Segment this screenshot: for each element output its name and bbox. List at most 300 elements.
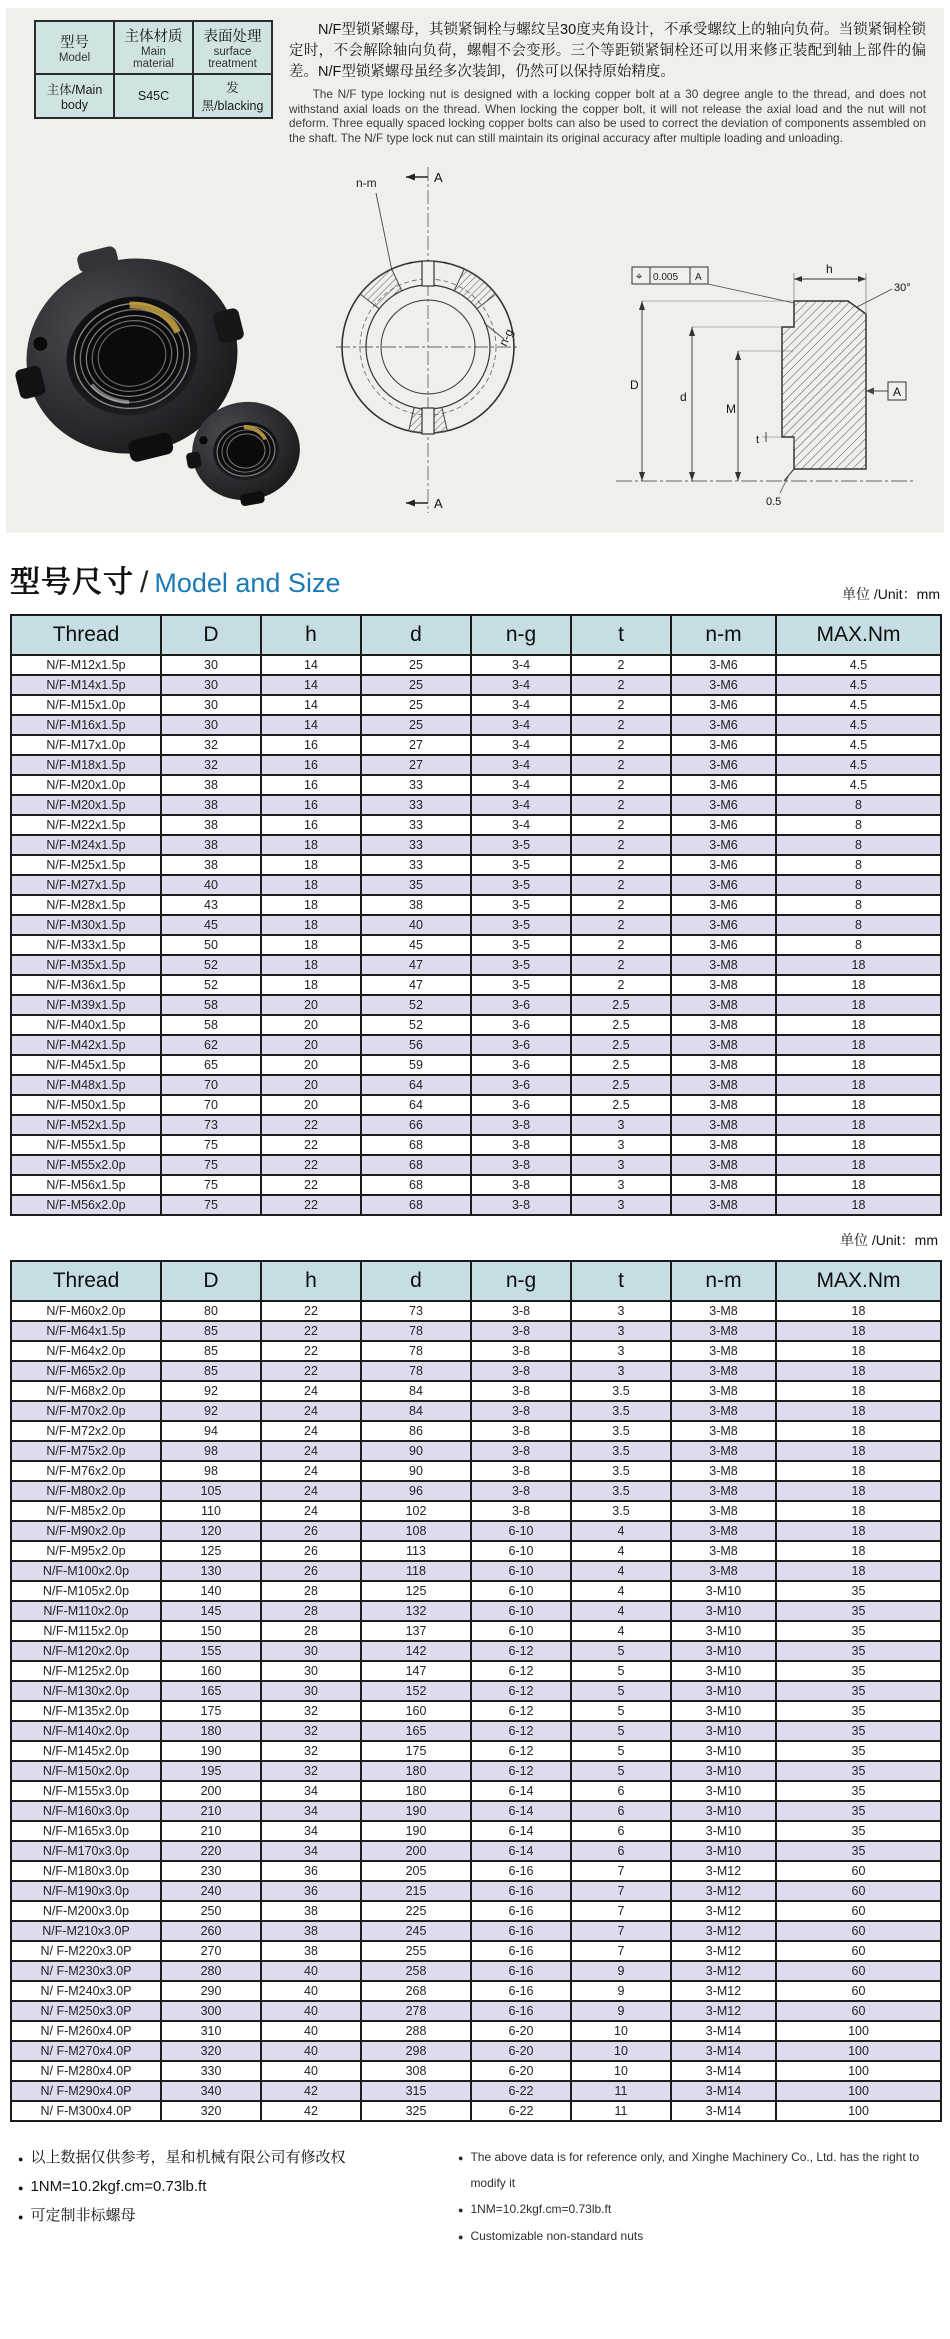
size-table-1: [10, 614, 942, 1216]
table-cell: 290: [161, 1981, 261, 2001]
table-cell: 105: [161, 1481, 261, 1501]
table-cell: 43: [161, 895, 261, 915]
table-cell: 18: [776, 1115, 941, 1135]
table-cell: 3-8: [471, 1421, 571, 1441]
table-cell: 84: [361, 1381, 471, 1401]
column-header: Thread: [11, 615, 161, 655]
table-cell: 3-M8: [671, 1541, 776, 1561]
table-cell: N/F-M52x1.5p: [11, 1115, 161, 1135]
table-cell: 35: [776, 1721, 941, 1741]
table-cell: 10: [571, 2061, 671, 2081]
table-cell: N/F-M155x3.0p: [11, 1781, 161, 1801]
table-cell: 3.5: [571, 1481, 671, 1501]
note-item: [458, 2223, 940, 2250]
table-row: [11, 695, 941, 715]
table-cell: 3-5: [471, 875, 571, 895]
bullet-icon: ●: [458, 2153, 464, 2163]
table-row: [11, 2001, 941, 2021]
table-cell: 35: [776, 1661, 941, 1681]
table-cell: 50: [161, 935, 261, 955]
note-text: 可定制非标螺母: [30, 2207, 136, 2224]
table-cell: 33: [361, 775, 471, 795]
table-cell: 34: [261, 1801, 361, 1821]
table-cell: 3-M6: [671, 795, 776, 815]
info-cell-material: S45C: [114, 74, 193, 118]
bullet-icon: ●: [18, 2154, 24, 2164]
table-cell: 7: [571, 1901, 671, 1921]
table-row: [11, 1055, 941, 1075]
table-cell: 52: [361, 995, 471, 1015]
table-cell: 18: [776, 1195, 941, 1215]
table-cell: 6-14: [471, 1841, 571, 1861]
table-row: [11, 1741, 941, 1761]
table-cell: 3-5: [471, 915, 571, 935]
table-cell: 92: [161, 1401, 261, 1421]
info-header-model-en: Model: [58, 52, 91, 64]
table-cell: 18: [776, 1361, 941, 1381]
table-row: [11, 1035, 941, 1055]
table-cell: 3-M12: [671, 1921, 776, 1941]
column-header: n-m: [671, 1261, 776, 1301]
table-cell: N/F-M140x2.0p: [11, 1721, 161, 1741]
table-cell: 6-12: [471, 1661, 571, 1681]
table-cell: 3-5: [471, 975, 571, 995]
table-cell: 300: [161, 2001, 261, 2021]
note-text: 1NM=10.2kgf.cm=0.73lb.ft: [30, 2178, 207, 2195]
table-cell: 22: [261, 1341, 361, 1361]
table-row: [11, 1581, 941, 1601]
table-cell: 35: [776, 1621, 941, 1641]
table-cell: 100: [776, 2041, 941, 2061]
table-cell: 4.5: [776, 755, 941, 775]
table-cell: 3-M8: [671, 1381, 776, 1401]
table-cell: 2: [571, 715, 671, 735]
section-label-angle: 30°: [894, 282, 911, 294]
table-cell: N/F-M72x2.0p: [11, 1421, 161, 1441]
table-cell: 4: [571, 1601, 671, 1621]
table-cell: 92: [161, 1381, 261, 1401]
table-cell: 60: [776, 1861, 941, 1881]
table-row: [11, 1601, 941, 1621]
table-cell: 160: [361, 1701, 471, 1721]
table-cell: 3-M8: [671, 1301, 776, 1321]
column-header: h: [261, 615, 361, 655]
table-cell: 59: [361, 1055, 471, 1075]
table-cell: 3: [571, 1115, 671, 1135]
table-cell: N/F-M42x1.5p: [11, 1035, 161, 1055]
table-cell: 2: [571, 675, 671, 695]
table-row: [11, 2081, 941, 2101]
table-cell: 3-M10: [671, 1741, 776, 1761]
table-cell: 3-M8: [671, 1195, 776, 1215]
table-cell: 3-M8: [671, 1055, 776, 1075]
table-cell: 25: [361, 715, 471, 735]
table-cell: 20: [261, 1015, 361, 1035]
table-cell: 14: [261, 695, 361, 715]
table-cell: 3-8: [471, 1441, 571, 1461]
table-cell: 3-6: [471, 1075, 571, 1095]
table-cell: N/F-M120x2.0p: [11, 1641, 161, 1661]
table-cell: 3-M8: [671, 1115, 776, 1135]
table-cell: N/F-M90x2.0p: [11, 1521, 161, 1541]
table-cell: 3-8: [471, 1361, 571, 1381]
table-cell: 26: [261, 1561, 361, 1581]
front-view-drawing: [318, 151, 538, 529]
table-cell: 225: [361, 1901, 471, 1921]
figures-spacer: [538, 151, 576, 529]
table-cell: 6-12: [471, 1701, 571, 1721]
table-cell: 4.5: [776, 675, 941, 695]
table-cell: N/F-M60x2.0p: [11, 1301, 161, 1321]
table-cell: 160: [161, 1661, 261, 1681]
page-title-divider: /: [140, 566, 149, 599]
table-cell: 52: [161, 975, 261, 995]
table-cell: 14: [261, 655, 361, 675]
table-cell: N/F-M50x1.5p: [11, 1095, 161, 1115]
table-cell: 6-16: [471, 1881, 571, 1901]
size-table-2: [10, 1260, 942, 2122]
table-cell: 3-5: [471, 855, 571, 875]
table-cell: 100: [776, 2081, 941, 2101]
table-cell: 3.5: [571, 1441, 671, 1461]
table-cell: 9: [571, 2001, 671, 2021]
table-cell: N/F-M65x2.0p: [11, 1361, 161, 1381]
table-cell: 108: [361, 1521, 471, 1541]
table-cell: 18: [776, 1341, 941, 1361]
column-header: d: [361, 615, 471, 655]
table-cell: 2: [571, 895, 671, 915]
table-cell: 40: [361, 915, 471, 935]
table-cell: 58: [161, 995, 261, 1015]
table-row: [11, 1381, 941, 1401]
table-row: [11, 1961, 941, 1981]
table-cell: 3: [571, 1175, 671, 1195]
table-cell: N/F-M100x2.0p: [11, 1561, 161, 1581]
table-row: [11, 1901, 941, 1921]
table-cell: 3-M10: [671, 1701, 776, 1721]
table-cell: 200: [161, 1781, 261, 1801]
table-cell: 86: [361, 1421, 471, 1441]
table-cell: 3-M8: [671, 1075, 776, 1095]
table-cell: 18: [261, 855, 361, 875]
table-cell: 56: [361, 1035, 471, 1055]
table-cell: 5: [571, 1761, 671, 1781]
table-cell: 3-M6: [671, 735, 776, 755]
table-cell: 4: [571, 1621, 671, 1641]
table-cell: 308: [361, 2061, 471, 2081]
table-cell: 36: [261, 1861, 361, 1881]
table-row: [11, 1761, 941, 1781]
table-cell: 2: [571, 955, 671, 975]
table-cell: 9: [571, 1981, 671, 2001]
column-header: h: [261, 1261, 361, 1301]
table-cell: N/F-M22x1.5p: [11, 815, 161, 835]
table-cell: 6: [571, 1841, 671, 1861]
table-cell: 2: [571, 755, 671, 775]
table-cell: 18: [261, 915, 361, 935]
table-cell: 30: [161, 715, 261, 735]
table-cell: 3-M10: [671, 1661, 776, 1681]
column-header: D: [161, 1261, 261, 1301]
table-cell: 32: [261, 1701, 361, 1721]
table-cell: 3: [571, 1341, 671, 1361]
table-cell: 4: [571, 1581, 671, 1601]
table-cell: 3-M8: [671, 955, 776, 975]
table-cell: N/F-M160x3.0p: [11, 1801, 161, 1821]
table-cell: 24: [261, 1441, 361, 1461]
table-cell: N/F-M55x1.5p: [11, 1135, 161, 1155]
table-cell: 18: [776, 1461, 941, 1481]
table-cell: 60: [776, 1921, 941, 1941]
table-cell: N/F-M20x1.0p: [11, 775, 161, 795]
table-cell: 52: [161, 955, 261, 975]
table-cell: N/F-M80x2.0p: [11, 1481, 161, 1501]
tolerance-datum-ref: A: [695, 272, 702, 283]
info-header-material-en: Main material: [133, 46, 174, 70]
footnotes-zh: [18, 2144, 438, 2250]
table-cell: 8: [776, 795, 941, 815]
info-header-model-zh: 型号: [60, 35, 89, 51]
table-cell: 130: [161, 1561, 261, 1581]
table-cell: N/F-M14x1.5p: [11, 675, 161, 695]
table-cell: N/F-M64x2.0p: [11, 1341, 161, 1361]
table-cell: 152: [361, 1681, 471, 1701]
table-cell: 165: [361, 1721, 471, 1741]
table-cell: 3-4: [471, 755, 571, 775]
table-cell: 325: [361, 2101, 471, 2121]
table-cell: 94: [161, 1421, 261, 1441]
table-row: [11, 1681, 941, 1701]
table-cell: 30: [261, 1641, 361, 1661]
table-cell: 3-M14: [671, 2041, 776, 2061]
table-cell: 24: [261, 1461, 361, 1481]
tolerance-value: 0.005: [653, 272, 679, 283]
table-cell: 24: [261, 1481, 361, 1501]
table-cell: 210: [161, 1821, 261, 1841]
table-cell: 5: [571, 1681, 671, 1701]
table-cell: 28: [261, 1601, 361, 1621]
table-cell: 3-5: [471, 835, 571, 855]
table-cell: 3-M6: [671, 815, 776, 835]
info-cell-body: 主体/Main body: [35, 74, 114, 118]
table-cell: 8: [776, 875, 941, 895]
table-cell: 18: [776, 1135, 941, 1155]
table-cell: 2: [571, 775, 671, 795]
table-cell: N/F-M12x1.5p: [11, 655, 161, 675]
note-text: 以上数据仅供参考，星和机械有限公司有修改权: [30, 2149, 346, 2166]
table-cell: 3-6: [471, 1055, 571, 1075]
table-cell: 3.5: [571, 1401, 671, 1421]
table-cell: 18: [776, 1521, 941, 1541]
table-cell: 35: [776, 1601, 941, 1621]
table-row: [11, 1661, 941, 1681]
table-cell: 30: [161, 695, 261, 715]
table-cell: 298: [361, 2041, 471, 2061]
table-cell: 14: [261, 715, 361, 735]
table-cell: 47: [361, 975, 471, 995]
table-cell: 38: [361, 895, 471, 915]
table-cell: 3-M10: [671, 1801, 776, 1821]
table-cell: 10: [571, 2021, 671, 2041]
table-cell: 78: [361, 1341, 471, 1361]
table-cell: 3-M6: [671, 755, 776, 775]
table-cell: 2: [571, 915, 671, 935]
table-cell: 330: [161, 2061, 261, 2081]
table-cell: 24: [261, 1381, 361, 1401]
table-row: [11, 1721, 941, 1741]
table-cell: 22: [261, 1301, 361, 1321]
table-cell: 3-M6: [671, 875, 776, 895]
table-cell: 3-8: [471, 1461, 571, 1481]
table-cell: 3-M6: [671, 775, 776, 795]
table-cell: 3-M14: [671, 2021, 776, 2041]
table-cell: N/F-M64x1.5p: [11, 1321, 161, 1341]
table-cell: 2.5: [571, 1075, 671, 1095]
product-description: [273, 20, 936, 145]
table-cell: 3: [571, 1301, 671, 1321]
table-cell: 9: [571, 1961, 671, 1981]
table-cell: 3-M6: [671, 655, 776, 675]
table-cell: 32: [161, 735, 261, 755]
footnotes-en: [458, 2144, 940, 2250]
table-cell: 3-8: [471, 1481, 571, 1501]
table-cell: 68: [361, 1155, 471, 1175]
table-row: [11, 935, 941, 955]
table-cell: 4.5: [776, 655, 941, 675]
table-cell: N/F-M35x1.5p: [11, 955, 161, 975]
table-cell: 52: [361, 1015, 471, 1035]
table-cell: 3-M6: [671, 695, 776, 715]
table-cell: 110: [161, 1501, 261, 1521]
table-cell: 3-4: [471, 695, 571, 715]
table-cell: 16: [261, 815, 361, 835]
description-en: The N/F type locking nut is designed with a locking copper bolt at a 30 degree angle to the thread, and does not withstand axial loads on the thread. When locking the copper bolt, it will not release the axial load and the nut will not deform. Three equally spaced locking copper bolts can also be used to correct the deviation of components assembled on the shaft. The N/F type lock nut can still maintain its original accuracy after multiple loading and unloading.: [289, 87, 926, 145]
table-row: [11, 1115, 941, 1135]
table-cell: N/F-M27x1.5p: [11, 875, 161, 895]
tolerance-frame: [632, 267, 794, 303]
table-cell: 18: [776, 1381, 941, 1401]
table-cell: 40: [261, 2001, 361, 2021]
table-cell: 8: [776, 915, 941, 935]
table-cell: N/F-M45x1.5p: [11, 1055, 161, 1075]
table-row: [11, 1541, 941, 1561]
table-cell: 40: [261, 2041, 361, 2061]
table-cell: 8: [776, 835, 941, 855]
table-cell: 60: [776, 1961, 941, 1981]
table-cell: 5: [571, 1741, 671, 1761]
page-title: [10, 563, 340, 608]
table-cell: 2: [571, 935, 671, 955]
table-cell: 3-M10: [671, 1581, 776, 1601]
table-row: [11, 1421, 941, 1441]
table-cell: 10: [571, 2041, 671, 2061]
table-cell: 100: [776, 2101, 941, 2121]
table-cell: 18: [776, 1561, 941, 1581]
table-cell: 73: [161, 1115, 261, 1135]
table-cell: 75: [161, 1135, 261, 1155]
table-cell: 3.5: [571, 1461, 671, 1481]
table-cell: 3-M8: [671, 1481, 776, 1501]
table-row: [11, 1781, 941, 1801]
table-row: [11, 1561, 941, 1581]
table-cell: 3-M8: [671, 1561, 776, 1581]
table-cell: 2: [571, 815, 671, 835]
table-cell: 3-6: [471, 1035, 571, 1055]
table-row: [11, 715, 941, 735]
table-cell: 142: [361, 1641, 471, 1661]
table-cell: 180: [161, 1721, 261, 1741]
table-cell: N/F-M105x2.0p: [11, 1581, 161, 1601]
table-cell: 4.5: [776, 695, 941, 715]
table-cell: 98: [161, 1441, 261, 1461]
table-cell: 58: [161, 1015, 261, 1035]
info-header-model: [35, 21, 114, 74]
table-cell: 22: [261, 1115, 361, 1135]
table-cell: 190: [361, 1821, 471, 1841]
table-cell: 4: [571, 1521, 671, 1541]
table-cell: 78: [361, 1321, 471, 1341]
table-cell: 38: [261, 1921, 361, 1941]
column-header: n-g: [471, 615, 571, 655]
table-cell: 3-4: [471, 735, 571, 755]
note-text: The above data is for reference only, and Xinghe Machinery Co., Ltd. has the right to modify it: [470, 2150, 920, 2190]
bullet-icon: ●: [18, 2183, 24, 2193]
table-cell: N/ F-M230x3.0P: [11, 1961, 161, 1981]
table-cell: N/ F-M280x4.0P: [11, 2061, 161, 2081]
table-cell: 32: [261, 1741, 361, 1761]
table-row: [11, 1881, 941, 1901]
table-cell: 45: [161, 915, 261, 935]
table-cell: 22: [261, 1195, 361, 1215]
table-cell: 3-M12: [671, 1981, 776, 2001]
table-cell: 20: [261, 1075, 361, 1095]
table-cell: 33: [361, 795, 471, 815]
table-cell: 6-12: [471, 1741, 571, 1761]
table-cell: 25: [361, 695, 471, 715]
table-cell: 85: [161, 1321, 261, 1341]
table-cell: 6-20: [471, 2021, 571, 2041]
table-cell: 2: [571, 975, 671, 995]
table-row: [11, 1981, 941, 2001]
table-cell: 18: [261, 835, 361, 855]
table-cell: 3-6: [471, 1095, 571, 1115]
table-cell: 3-M8: [671, 1175, 776, 1195]
table-cell: 3-M8: [671, 1501, 776, 1521]
table-cell: N/F-M33x1.5p: [11, 935, 161, 955]
table-cell: 260: [161, 1921, 261, 1941]
table-cell: N/F-M39x1.5p: [11, 995, 161, 1015]
table-cell: 3-M8: [671, 1095, 776, 1115]
table-cell: 85: [161, 1361, 261, 1381]
table-cell: 16: [261, 755, 361, 775]
table-cell: 32: [261, 1721, 361, 1741]
table-cell: 2: [571, 735, 671, 755]
table-cell: 118: [361, 1561, 471, 1581]
table-cell: N/F-M210x3.0P: [11, 1921, 161, 1941]
table-cell: 35: [776, 1761, 941, 1781]
table-cell: 270: [161, 1941, 261, 1961]
table-cell: 68: [361, 1135, 471, 1155]
table-row: [11, 1401, 941, 1421]
table-cell: 6: [571, 1821, 671, 1841]
table-cell: N/F-M17x1.0p: [11, 735, 161, 755]
table-cell: 3-M14: [671, 2101, 776, 2121]
page-title-en: Model and Size: [154, 568, 341, 598]
info-header-material: [114, 21, 193, 74]
table-cell: 175: [161, 1701, 261, 1721]
table-cell: N/F-M40x1.5p: [11, 1015, 161, 1035]
table-cell: 268: [361, 1981, 471, 2001]
